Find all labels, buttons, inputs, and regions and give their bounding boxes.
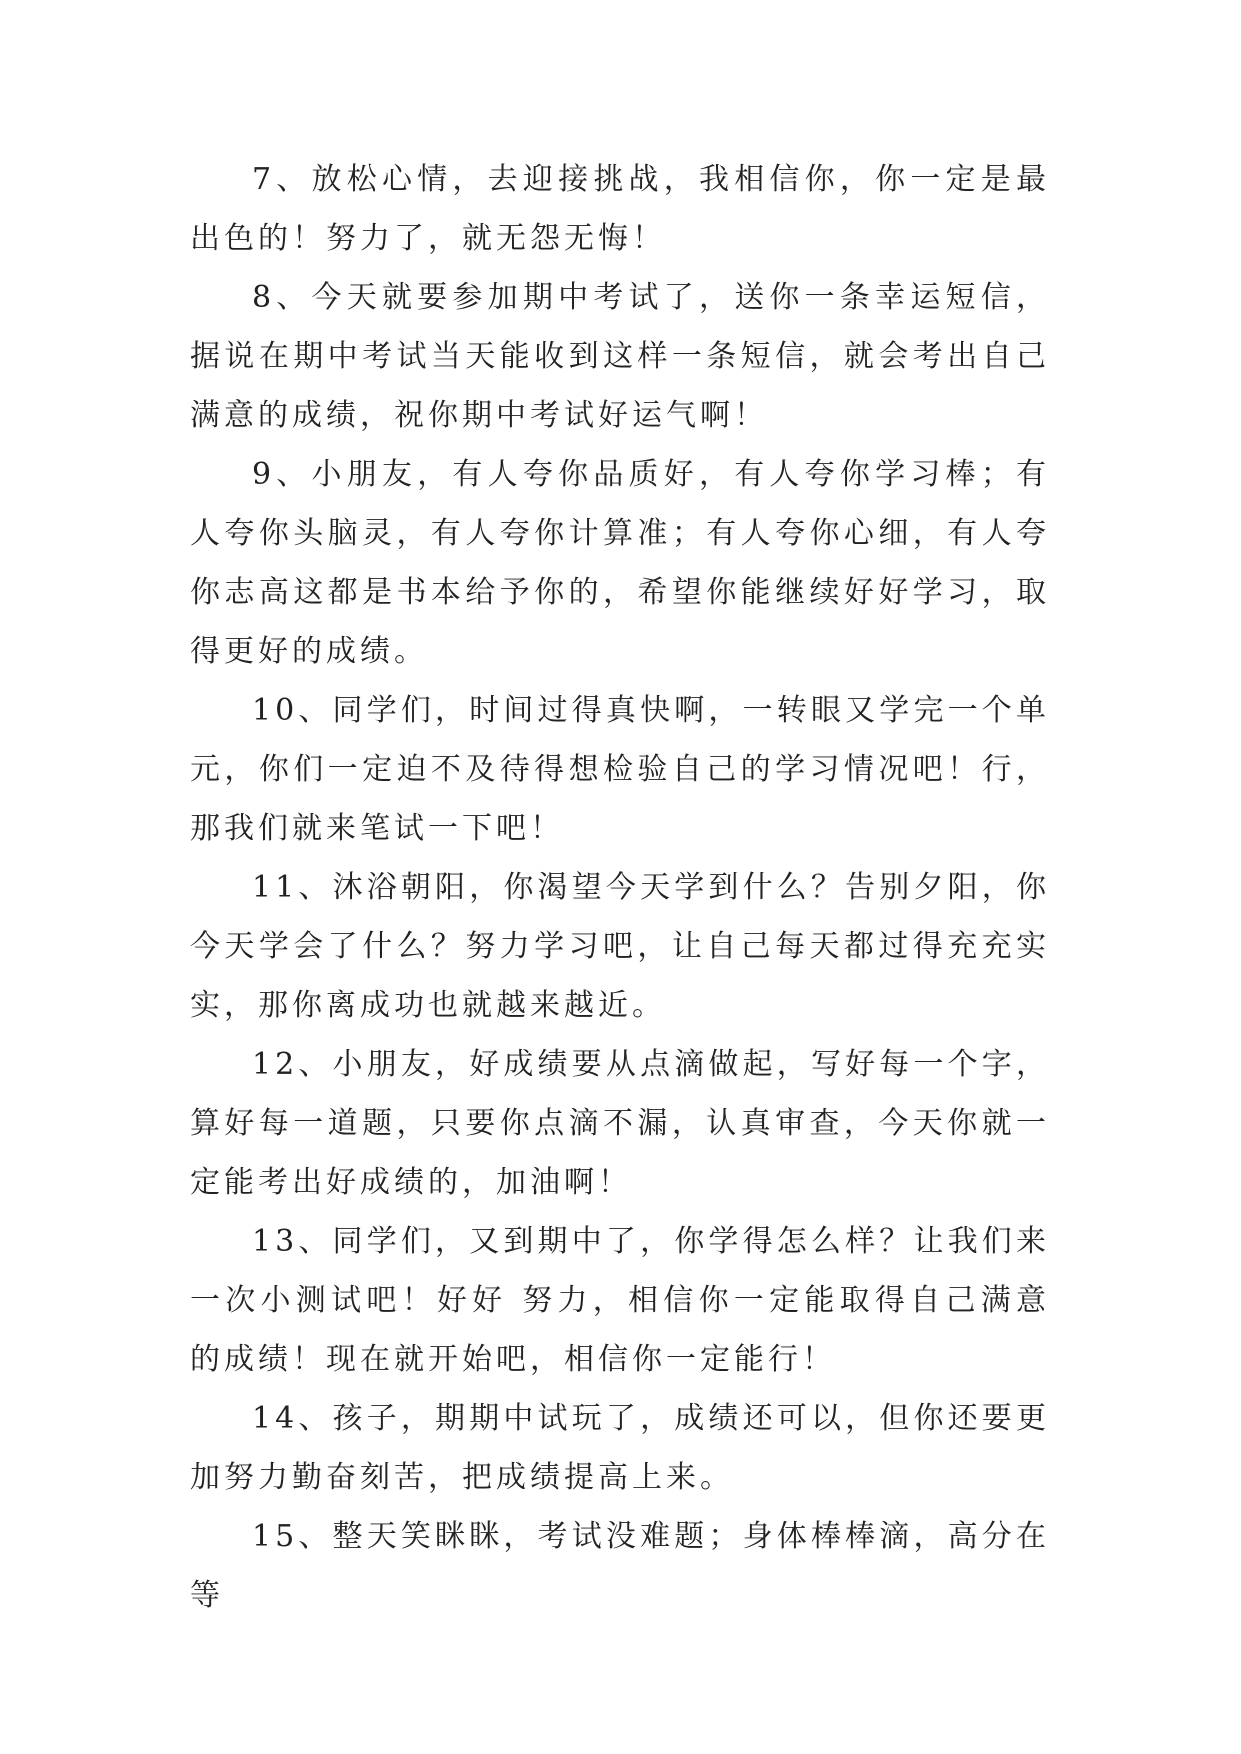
paragraph-15: 15、整天笑眯眯，考试没难题；身体棒棒滴，高分在等 <box>190 1519 1050 1613</box>
document-body <box>190 150 1050 1625</box>
paragraph-7: 7、放松心情，去迎接挑战，我相信你，你一定是最出色的！努力了，就无怨无悔！ <box>190 162 1050 256</box>
paragraph-10: 10、同学们，时间过得真快啊，一转眼又学完一个单元，你们一定迫不及待得想检验自己的学习情况吧！行，那我们就来笔试一下吧！ <box>190 693 1050 846</box>
paragraph-8: 8、今天就要参加期中考试了，送你一条幸运短信，据说在期中考试当天能收到这样一条短信，就会考出自己满意的成绩，祝你期中考试好运气啊！ <box>190 280 1050 433</box>
paragraph-13: 13、同学们，又到期中了，你学得怎么样？让我们来一次小测试吧！好好 努力，相信你一定能取得自己满意的成绩！现在就开始吧，相信你一定能行！ <box>190 1224 1050 1377</box>
paragraph-14: 14、孩子，期期中试玩了，成绩还可以，但你还要更加努力勤奋刻苦，把成绩提高上来。 <box>190 1401 1050 1495</box>
paragraph-12: 12、小朋友，好成绩要从点滴做起，写好每一个字，算好每一道题，只要你点滴不漏，认真审查，今天你就一定能考出好成绩的，加油啊！ <box>190 1047 1050 1200</box>
paragraph-11: 11、沐浴朝阳，你渴望今天学到什么？告别夕阳，你今天学会了什么？努力学习吧，让自己每天都过得充充实实，那你离成功也就越来越近。 <box>190 870 1050 1023</box>
paragraph-9: 9、小朋友，有人夸你品质好，有人夸你学习棒；有人夸你头脑灵，有人夸你计算准；有人夸你心细，有人夸你志高这都是书本给予你的，希望你能继续好好学习，取得更好的成绩。 <box>190 457 1050 669</box>
